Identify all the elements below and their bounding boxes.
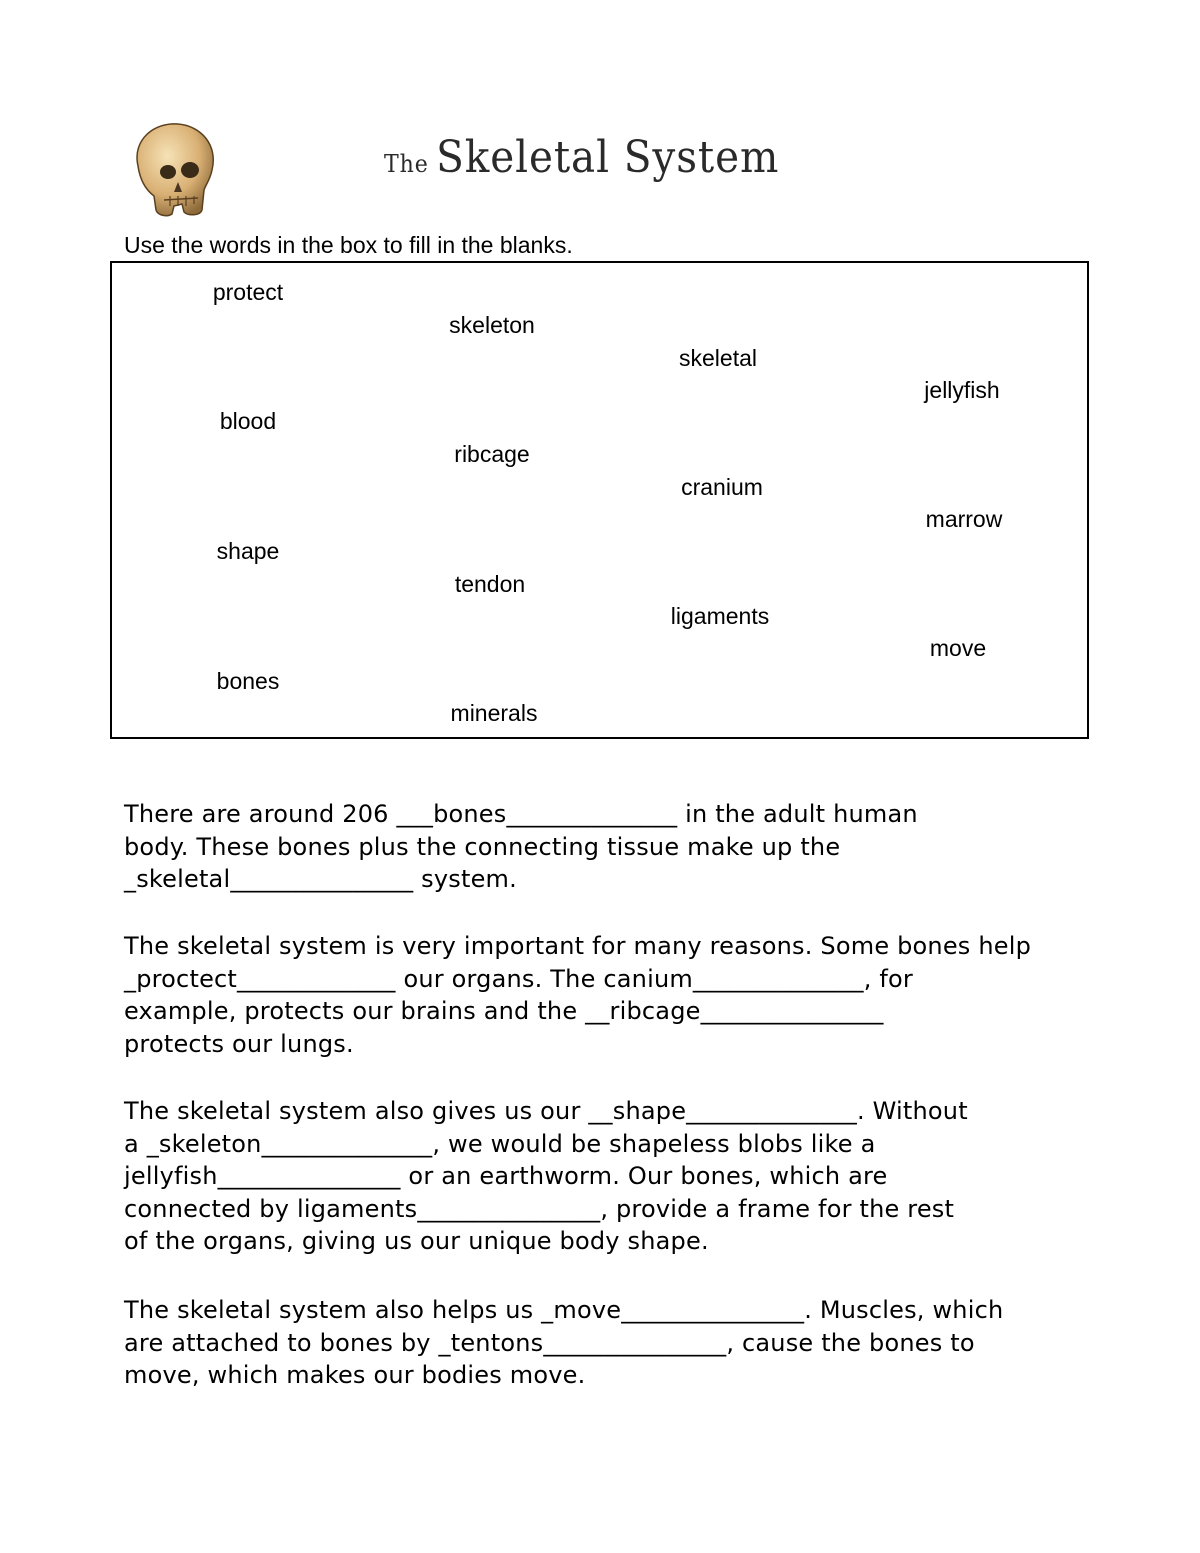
paragraph-protect: [124, 930, 1084, 1060]
word-bank-item: minerals: [450, 700, 538, 726]
word-bank-box: [110, 261, 1089, 739]
word-bank-item: bones: [216, 668, 280, 694]
word-bank-item: blood: [219, 408, 277, 434]
paragraph-line: _proctect_____________ our organs. The canium______________, for: [124, 964, 913, 993]
paragraph-move: [124, 1294, 1084, 1392]
paragraph-line: protects our lungs.: [124, 1029, 354, 1058]
paragraph-line: There are around 206 ___bones______________ in the adult human: [124, 800, 918, 828]
paragraph-bones: [124, 798, 1084, 896]
word-bank-item: shape: [216, 538, 280, 564]
title-prefix: The: [384, 150, 429, 178]
paragraph-line: jellyfish_______________ or an earthworm. Our bones, which are: [124, 1162, 888, 1191]
instructions: Use the words in the box to fill in the blanks.: [124, 232, 573, 258]
paragraph-line: _skeletal_______________ system.: [124, 865, 517, 894]
skull-illustration: [128, 118, 224, 218]
word-bank-item: skeletal: [679, 345, 757, 371]
word-bank-item: jellyfish: [924, 377, 1000, 403]
paragraph-line: The skeletal system is very important for many reasons. Some bones help: [124, 932, 1032, 960]
word-bank-item: skeleton: [449, 312, 535, 338]
paragraph-line: a _skeleton______________, we would be shapeless blobs like a: [124, 1129, 876, 1158]
paragraph-line: connected by ligaments_______________, provide a frame for the rest: [124, 1194, 955, 1223]
paragraph-line: are attached to bones by _tentons_______________, cause the bones to: [124, 1328, 975, 1357]
page-title: [384, 132, 779, 183]
word-bank-item: cranium: [681, 474, 763, 500]
paragraph-line: move, which makes our bodies move.: [124, 1361, 586, 1390]
paragraph-shape: [124, 1095, 1084, 1258]
paragraph-line: The skeletal system also gives us our __shape______________. Without: [124, 1097, 968, 1125]
paragraph-line: example, protects our brains and the __ribcage_______________: [124, 997, 884, 1026]
word-bank-item: protect: [212, 279, 284, 305]
word-bank-item: ligaments: [670, 603, 770, 629]
title-main: Skeletal System: [436, 132, 780, 183]
paragraph-line: body. These bones plus the connecting tissue make up the: [124, 832, 841, 861]
paragraph-line: The skeletal system also helps us _move_______________. Muscles, which: [124, 1296, 1004, 1324]
word-bank-item: ribcage: [454, 441, 530, 467]
word-bank-item: move: [929, 635, 987, 661]
word-bank-item: marrow: [925, 506, 1003, 532]
paragraph-line: of the organs, giving us our unique body shape.: [124, 1227, 709, 1256]
word-bank-item: tendon: [454, 571, 526, 597]
